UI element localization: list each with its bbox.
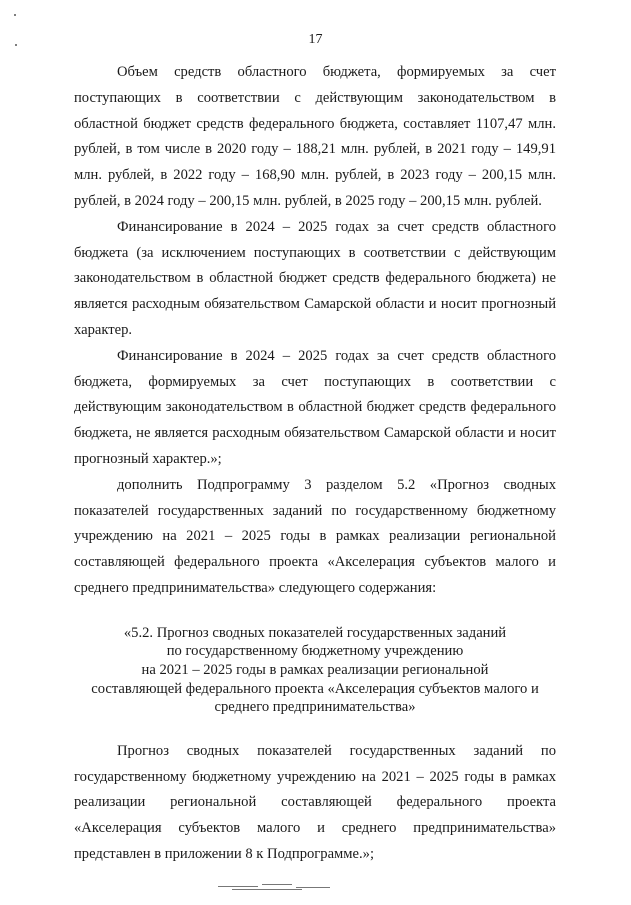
scan-speck bbox=[14, 14, 16, 16]
page-number: 17 bbox=[308, 32, 323, 47]
section-heading bbox=[74, 624, 556, 717]
section-heading-line: составляющей федерального проекта «Акселерация субъектов малого и bbox=[91, 680, 539, 697]
paragraph-forecast-appendix: Прогноз сводных показателей государственных заданий по государственному бюджетному учреждению на 2021 – 2025 годы в рамках реализации региональной составляющей федерального проекта «Акселерация субъектов малого и среднего предпринимательства» представлен в приложении 8 к Подпрограмме.»; bbox=[74, 742, 556, 862]
paragraph-budget-volume: Объем средств областного бюджета, формируемых за счет поступающих в соответствии с действующим законодательством в областной бюджет средств федерального бюджета, составляет 1107,47 млн. рублей, в том числе в 2020 году – 188,21 млн. рублей, в 2021 году – 149,91 млн. рублей, в 2022 году – 168,90 млн. рублей, в 2023 году – 200,15 млн. рублей, в 2024 году – 200,15 млн. рублей, в 2025 году – 200,15 млн. рублей. bbox=[74, 64, 556, 209]
paragraph-financing-regional: Финансирование в 2024 – 2025 годах за счет средств областного бюджета (за исключением поступающих в соответствии с действующим законодательством в областной бюджет средств федерального бюджета) не является расходным обязательством Самарской области и носит прогнозный характер. bbox=[74, 218, 556, 338]
section-heading-line: на 2021 – 2025 годы в рамках реализации региональной bbox=[141, 661, 489, 678]
section-heading-line: по государственному бюджетному учреждению bbox=[166, 643, 464, 660]
document-body bbox=[74, 60, 556, 868]
paragraph-financing-federal: Финансирование в 2024 – 2025 годах за счет средств областного бюджета, формируемых за счет поступающих в соответствии с действующим законодательством в областной бюджет средств федерального бюджета, не является расходным обязательством Самарской области и носит прогнозный характер.»; bbox=[74, 347, 556, 467]
section-heading-line: среднего предпринимательства» bbox=[214, 699, 416, 716]
section-heading-line: «5.2. Прогноз сводных показателей государственных заданий bbox=[123, 624, 507, 641]
paragraph-add-section: дополнить Подпрограмму 3 разделом 5.2 «Прогноз сводных показателей государственных заданий по государственному бюджетному учреждению на 2021 – 2025 годы в рамках реализации региональной составляющей федерального проекта «Акселерация субъектов малого и среднего предпринимательства» следующего содержания: bbox=[74, 476, 556, 596]
scan-footer-smudge bbox=[212, 883, 337, 891]
